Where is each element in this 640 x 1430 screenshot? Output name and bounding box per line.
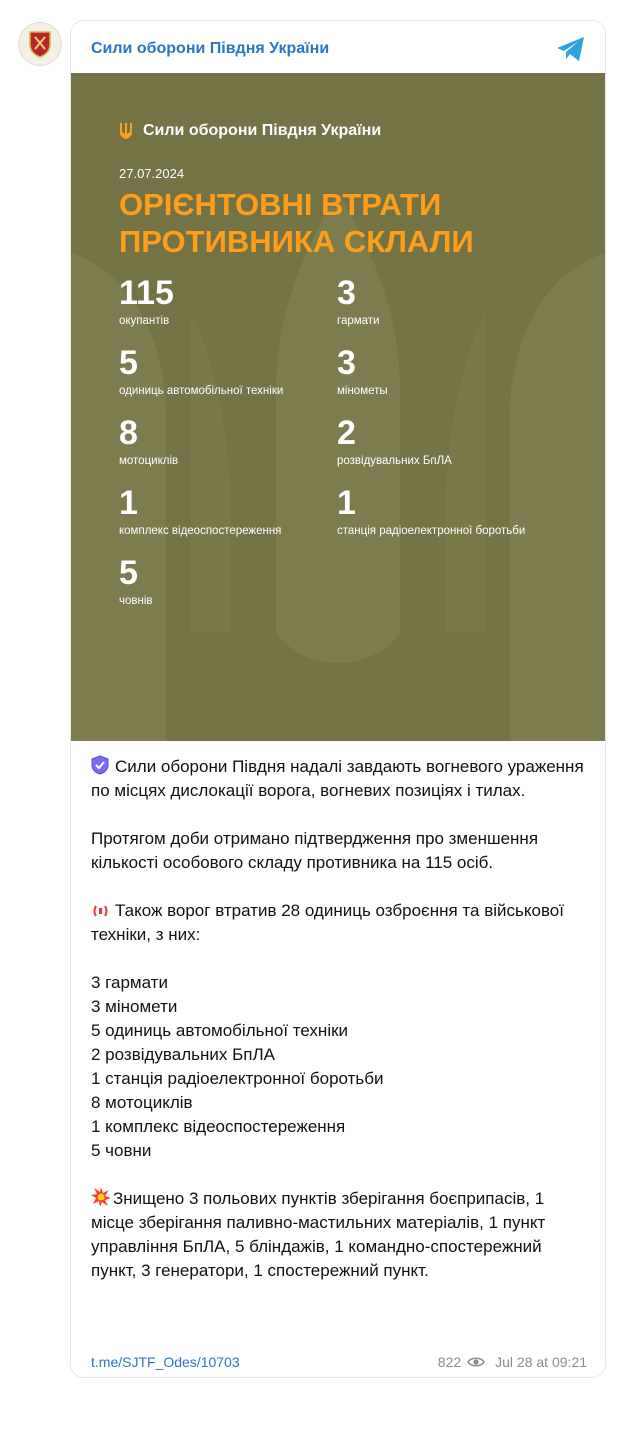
stat-video-surveillance xyxy=(119,485,281,539)
list-item: 2 розвідувальних БпЛА xyxy=(91,1045,275,1064)
infographic-date: 27.07.2024 xyxy=(119,166,185,181)
message-text xyxy=(91,755,591,1283)
paragraph-text: Знищено 3 польових пунктів зберігання боєприпасів, 1 місце зберігання паливно-мастильних матеріалів, 1 пункт управління БпЛА, 5 бліндажів, 1 командно-спостережний пункт, 3 генератори, 1 спостережний пункт. xyxy=(91,1189,546,1280)
channel-name[interactable]: Сили оборони Півдня України xyxy=(91,40,330,57)
list-item: 1 комплекс відеоспостереження xyxy=(91,1117,346,1136)
message-paragraph xyxy=(91,755,591,803)
stat-label: гармати xyxy=(337,315,380,327)
infographic-headline xyxy=(119,186,474,260)
stat-value: 8 xyxy=(119,414,138,452)
stat-value: 5 xyxy=(119,344,138,382)
post-footer xyxy=(91,1354,587,1370)
stat-label: комплекс відеоспостереження xyxy=(119,525,282,537)
stat-label: одиниць автомобільної техніки xyxy=(119,385,284,397)
infographic-brand xyxy=(119,122,381,140)
stat-value: 3 xyxy=(337,274,356,312)
list-item: 8 мотоциклів xyxy=(91,1093,193,1112)
message-paragraph xyxy=(91,1187,591,1283)
post-link[interactable]: t.me/SJTF_Odes/10703 xyxy=(91,1354,240,1370)
post-date[interactable]: Jul 28 at 09:21 xyxy=(495,1354,587,1370)
stat-ew-station xyxy=(337,485,525,539)
channel-avatar-icon xyxy=(28,30,52,58)
stat-value: 2 xyxy=(337,414,356,452)
paragraph-text: Також ворог втратив 28 одиниць озброєння та військової техніки, з них: xyxy=(91,901,564,944)
stat-mortars xyxy=(337,345,388,399)
trident-icon xyxy=(119,122,133,140)
stat-vehicles xyxy=(119,345,283,399)
paragraph-text: Сили оборони Півдня надалі завдають вогневого ураження по місцях дислокації ворога, вогневих позиціях і тилах. xyxy=(91,757,584,800)
list-item: 3 гармати xyxy=(91,973,168,992)
stat-label: човнів xyxy=(119,595,153,607)
explosion-emoji-icon xyxy=(91,1187,111,1207)
infographic-brand-text: Сили оборони Півдня України xyxy=(143,122,382,139)
signal-emoji-icon xyxy=(91,903,109,919)
list-item: 1 станція радіоелектронної боротьби xyxy=(91,1069,384,1088)
stat-label: мінометы xyxy=(337,385,388,397)
channel-avatar[interactable] xyxy=(18,22,62,66)
stat-drones xyxy=(337,415,452,469)
list-item: 5 одиниць автомобільної техніки xyxy=(91,1021,349,1040)
telegram-icon[interactable] xyxy=(555,35,587,63)
stat-label: окупантів xyxy=(119,315,170,327)
stat-personnel xyxy=(119,275,174,329)
list-item: 3 міномети xyxy=(91,997,178,1016)
post-card xyxy=(70,20,606,1378)
stat-value: 115 xyxy=(119,274,174,312)
post-meta xyxy=(438,1354,587,1370)
message-paragraph: Протягом доби отримано підтвердження про зменшення кількості особового складу противника на 115 осіб. xyxy=(91,829,539,872)
stat-artillery xyxy=(337,275,379,329)
stat-value: 3 xyxy=(337,344,356,382)
shield-emoji-icon xyxy=(91,755,109,775)
headline-line-2: ПРОТИВНИКА СКЛАЛИ xyxy=(119,224,474,259)
stat-value: 1 xyxy=(337,484,356,522)
losses-infographic[interactable] xyxy=(71,73,605,741)
stat-label: станція радіоелектронної боротьби xyxy=(337,525,526,537)
message-paragraph xyxy=(91,899,591,947)
stat-label: розвідувальних БпЛА xyxy=(337,455,452,467)
stat-boats xyxy=(119,555,153,609)
list-item: 5 човни xyxy=(91,1141,152,1160)
view-count: 822 xyxy=(437,1354,462,1370)
losses-list xyxy=(91,971,591,1163)
eye-icon xyxy=(467,1356,485,1368)
stat-motorcycles xyxy=(119,415,178,469)
stat-label: мотоциклів xyxy=(119,455,179,467)
stat-value: 1 xyxy=(119,484,138,522)
headline-line-1: ОРІЄНТОВНІ ВТРАТИ xyxy=(119,187,442,222)
stat-value: 5 xyxy=(119,554,138,592)
